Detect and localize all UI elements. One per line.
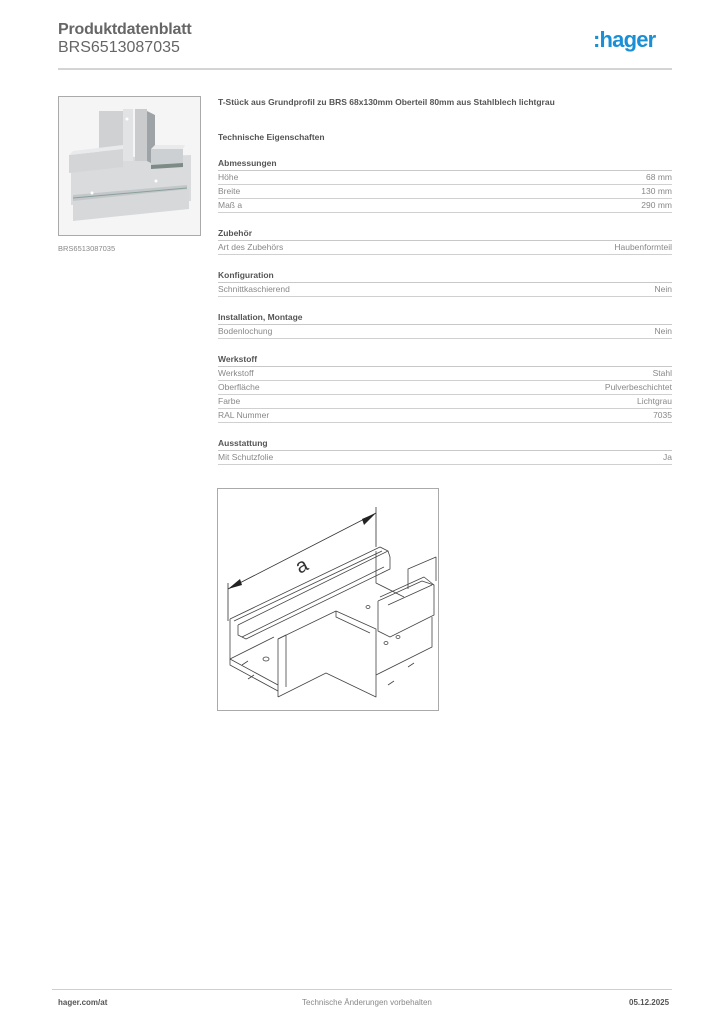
property-value: Stahl: [652, 368, 672, 378]
footer-notice: Technische Änderungen vorbehalten: [302, 998, 432, 1007]
technical-properties-heading: Technische Eigenschaften: [218, 132, 325, 142]
header-divider: [58, 68, 672, 70]
product-details: [218, 96, 672, 497]
property-row: [218, 171, 672, 185]
property-label: Schnittkaschierend: [218, 284, 290, 294]
property-value: 130 mm: [641, 186, 672, 196]
property-row: [218, 283, 672, 297]
property-label: Bodenlochung: [218, 326, 273, 336]
property-value: Ja: [663, 452, 672, 462]
property-value: 7035: [653, 410, 672, 420]
property-label: Maß a: [218, 200, 243, 210]
property-row: [218, 451, 672, 465]
footer-divider: [52, 989, 672, 990]
group-title: Konfiguration: [218, 269, 672, 283]
group-title: Abmessungen: [218, 157, 672, 171]
footer-website-link[interactable]: hager.com/at: [58, 998, 108, 1007]
property-value: 290 mm: [641, 200, 672, 210]
property-row: [218, 395, 672, 409]
property-row: [218, 381, 672, 395]
group-title: Installation, Montage: [218, 311, 672, 325]
property-row: [218, 367, 672, 381]
group-configuration: [218, 269, 672, 297]
product-code: BRS6513087035: [58, 39, 180, 56]
group-title: Werkstoff: [218, 353, 672, 367]
property-label: Oberfläche: [218, 382, 260, 392]
property-value: Nein: [654, 284, 672, 294]
product-description: T-Stück aus Grundprofil zu BRS 68x130mm Oberteil 80mm aus Stahlblech lichtgrau: [218, 97, 555, 107]
property-row: [218, 185, 672, 199]
svg-text:a: a: [291, 553, 312, 579]
group-material: [218, 353, 672, 423]
product-photo-caption: BRS6513087035: [58, 244, 116, 253]
property-label: Art des Zubehörs: [218, 242, 284, 252]
property-label: Breite: [218, 186, 241, 196]
group-title: Zubehör: [218, 227, 672, 241]
group-accessories: [218, 227, 672, 255]
t-piece-photo-icon: [59, 97, 200, 235]
hager-logo: :hager: [593, 27, 656, 52]
property-label: Höhe: [218, 172, 239, 182]
group-equipment: [218, 437, 672, 465]
property-value: Haubenformteil: [614, 242, 672, 252]
property-value: 68 mm: [646, 172, 672, 182]
property-value: Pulverbeschichtet: [604, 382, 672, 392]
property-value: Nein: [654, 326, 672, 336]
property-label: RAL Nummer: [218, 410, 270, 420]
footer-date: 05.12.2025: [629, 998, 670, 1007]
technical-drawing: [217, 488, 439, 711]
property-row: [218, 241, 672, 255]
group-dimensions: [218, 157, 672, 213]
group-title: Ausstattung: [218, 437, 672, 451]
group-installation: [218, 311, 672, 339]
t-piece-drawing-icon: [218, 489, 438, 710]
property-label: Werkstoff: [218, 368, 254, 378]
property-value: Lichtgrau: [637, 396, 672, 406]
property-row: [218, 199, 672, 213]
product-photo: [58, 96, 201, 236]
property-row: [218, 325, 672, 339]
page-title: Produktdatenblatt: [58, 21, 192, 38]
property-label: Mit Schutzfolie: [218, 452, 274, 462]
property-row: [218, 409, 672, 423]
property-label: Farbe: [218, 396, 241, 406]
